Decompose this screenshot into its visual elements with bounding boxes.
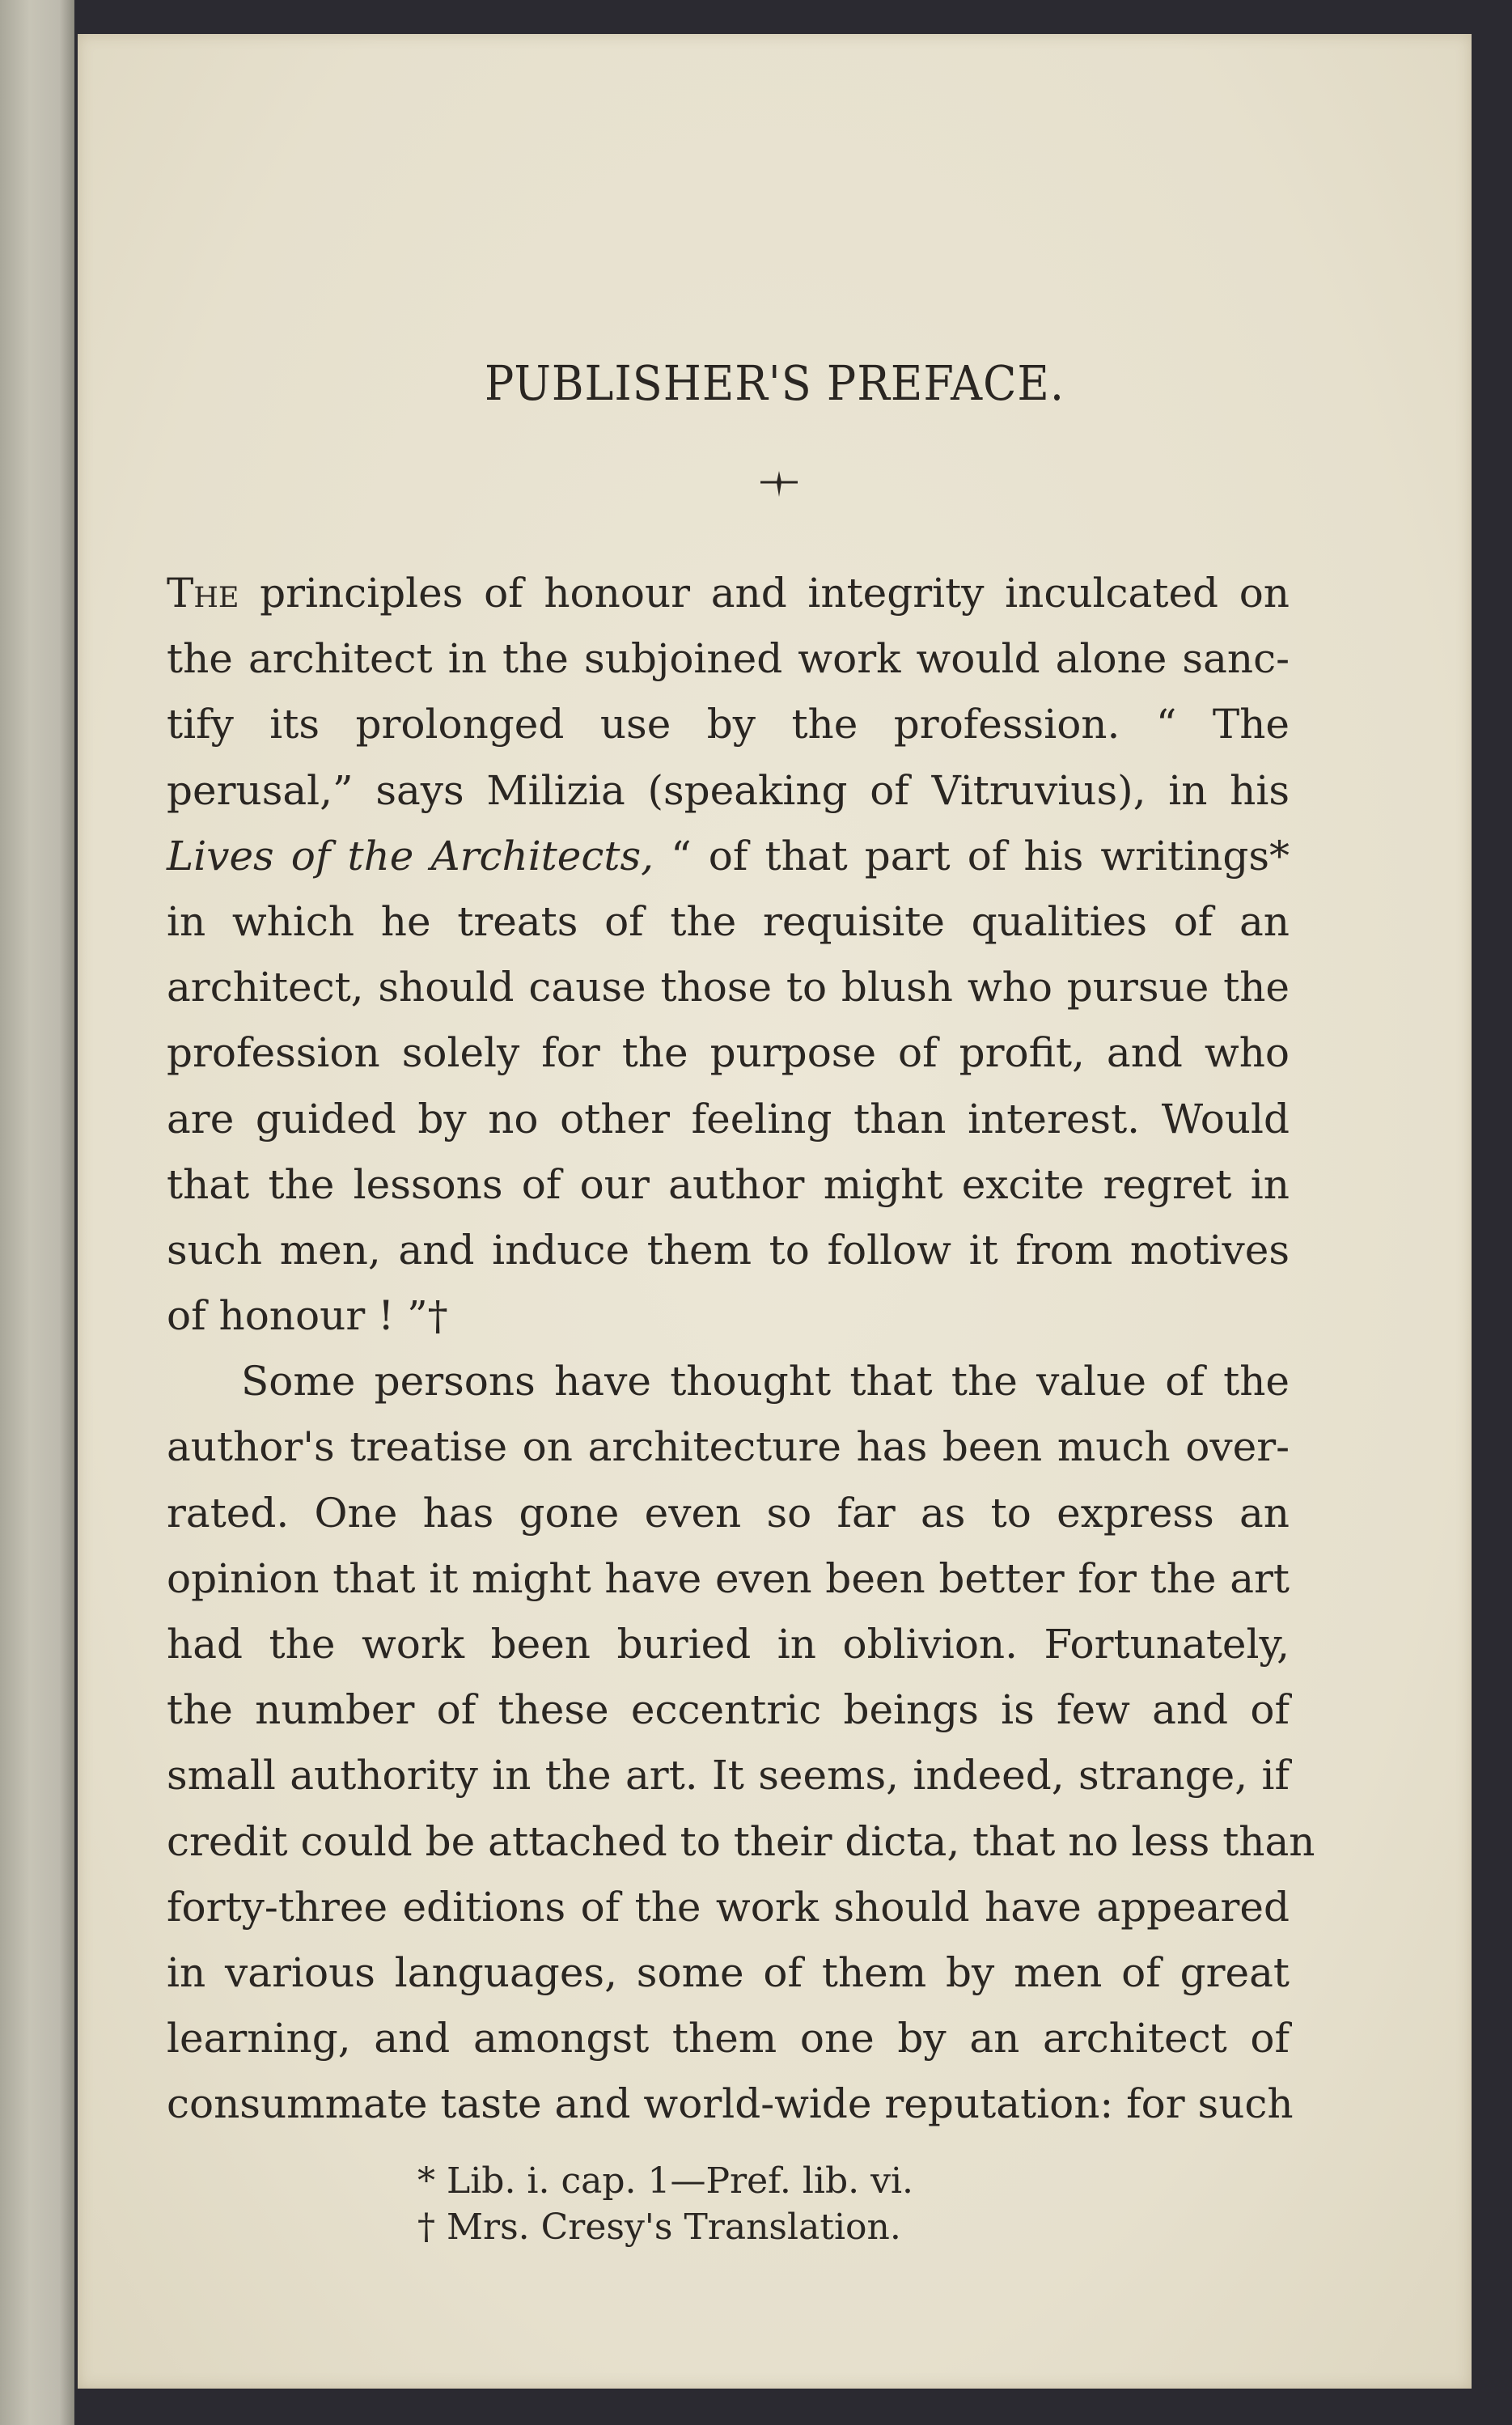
- text-line: small authority in the art. It seems, indeed, strange, if: [167, 1752, 1290, 1800]
- book-page: [78, 34, 1472, 2389]
- text-line: are guided by no other feeling than interest. Would: [167, 1095, 1290, 1143]
- text-line: tify its prolonged use by the profession. “ The: [167, 701, 1290, 748]
- drop-word: The: [167, 570, 239, 617]
- text-line: such men, and induce them to follow it from motives: [167, 1226, 1290, 1274]
- text-line: that the lessons of our author might excite regret in: [167, 1160, 1290, 1208]
- line-text: of that part of his writings*: [708, 832, 1290, 880]
- text-line: perusal,” says Milizia (speaking of Vitruvius), in his: [167, 766, 1290, 814]
- text-line: in various languages, some of them by men of great: [167, 1948, 1290, 1996]
- previous-page-edge: [0, 0, 74, 2425]
- text-line: opinion that it might have even been better for the art: [167, 1554, 1290, 1602]
- text-line: had the work been buried in oblivion. Fortunately,: [167, 1621, 1290, 1668]
- text-line: consummate taste and world-wide reputation: for such: [167, 2080, 1294, 2128]
- text-line: architect, should cause those to blush who pursue the: [167, 964, 1290, 1011]
- text-line: author's treatise on architecture has been much over-: [167, 1423, 1290, 1471]
- quote-mark: “: [671, 832, 692, 880]
- footnote-1: * Lib. i. cap. 1—Pref. lib. vi.: [417, 2160, 914, 2202]
- text-line: of honour ! ”†: [167, 1292, 448, 1340]
- text-line: the architect in the subjoined work would alone sanc-: [167, 635, 1290, 683]
- text-line: profession solely for the purpose of profit, and who: [167, 1029, 1290, 1077]
- line-text: principles of honour and integrity inculcated on: [239, 570, 1290, 617]
- text-line: credit could be attached to their dicta, that no less than: [167, 1817, 1315, 1865]
- text-line: learning, and amongst them one by an architect of: [167, 2015, 1290, 2063]
- page-title: PUBLISHER'S PREFACE.: [484, 354, 1065, 412]
- text-line: [167, 824, 1290, 889]
- ornament-divider-icon: [759, 469, 799, 502]
- text-line: in which he treats of the requisite qualities of an: [167, 897, 1290, 945]
- footnote-2: † Mrs. Cresy's Translation.: [417, 2207, 901, 2248]
- preface-text: [167, 561, 1315, 2138]
- text-line: rated. One has gone even so far as to express an: [167, 1489, 1290, 1537]
- text-line: forty-three editions of the work should have appeared: [167, 1883, 1290, 1931]
- text-line: Some persons have thought that the value of the: [241, 1358, 1290, 1405]
- italic-book-title: Lives of the Architects,: [167, 832, 654, 880]
- text-line: the number of these eccentric beings is few and of: [167, 1686, 1290, 1734]
- text-line: [167, 561, 1290, 626]
